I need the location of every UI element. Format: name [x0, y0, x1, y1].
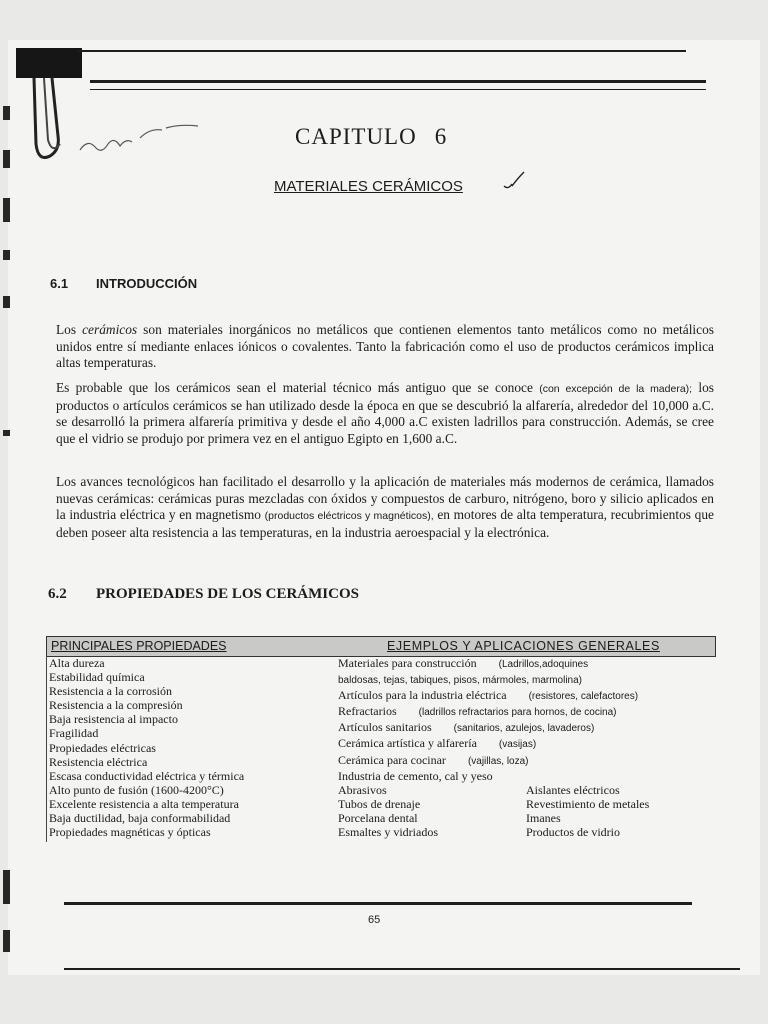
- example-item: [338, 720, 718, 736]
- header-rule-thick: [90, 80, 706, 83]
- examples-column: [338, 656, 718, 839]
- property-item: Excelente resistencia a alta temperatura: [49, 796, 239, 811]
- example-item: [338, 688, 718, 704]
- example-item: [338, 656, 718, 672]
- example-item: [338, 783, 718, 797]
- table-header-examples: EJEMPLOS Y APLICACIONES GENERALES: [387, 639, 660, 653]
- paragraph-text: en motores de alta temperatura, recubrimientos que deben poseer alta resistencia a las temperaturas, en la industria aeroespacial y la electrónica.: [56, 507, 714, 540]
- example-item: [338, 769, 718, 783]
- example-note: (sanitarios, azulejos, lavaderos): [453, 723, 595, 735]
- chapter-heading: [295, 124, 447, 150]
- example-secondary: Imanes: [526, 810, 561, 825]
- property-item: Alto punto de fusión (1600-4200°C): [49, 782, 224, 797]
- table-left-border: [46, 656, 47, 842]
- example-main: Tubos de drenaje: [338, 796, 421, 811]
- section-heading-intro: [50, 276, 197, 291]
- example-secondary: Productos de vidrio: [526, 825, 620, 840]
- footer-rule-thick: [64, 902, 692, 905]
- paragraph-text: son materiales inorgánicos no metálicos que contienen elementos tanto metálicos como no metálicos unidos entre sí mediante enlaces iónicos o covalentes. Tanto la fabricación como el uso de productos cerámicos implica altas temperaturas.: [56, 322, 714, 370]
- example-secondary: Aislantes eléctricos: [526, 782, 620, 797]
- section-title: INTRODUCCIÓN: [96, 276, 198, 291]
- paragraph-history: [56, 380, 714, 447]
- example-main: Refractarios: [338, 704, 397, 719]
- example-item: [338, 797, 718, 811]
- header-rule-thin: [90, 89, 706, 90]
- example-main: Esmaltes y vidriados: [338, 825, 438, 840]
- property-item: Baja ductilidad, baja conformabilidad: [49, 811, 231, 826]
- chapter-number: 6: [434, 124, 448, 149]
- paragraph-text: Es probable que los cerámicos sean el material técnico más antiguo que se conoce: [56, 380, 533, 395]
- property-item: Resistencia eléctrica: [49, 754, 148, 769]
- binding-marks: [0, 90, 14, 970]
- table-header: [46, 636, 716, 657]
- example-main: Cerámica para cocinar: [338, 752, 446, 767]
- paragraph-definition: [56, 322, 714, 372]
- property-item: Propiedades magnéticas y ópticas: [49, 825, 211, 840]
- emphasis-text: cerámicos: [82, 322, 138, 337]
- example-main: Abrasivos: [338, 782, 387, 797]
- chapter-word: CAPITULO: [295, 124, 417, 149]
- example-item: [338, 672, 718, 688]
- property-item: Resistencia a la compresión: [49, 698, 183, 713]
- example-note: (vasijas): [498, 739, 537, 751]
- property-item: Baja resistencia al impacto: [49, 712, 178, 727]
- example-note: (vajillas, loza): [467, 755, 529, 767]
- example-secondary: Revestimiento de metales: [526, 796, 650, 811]
- section-number: 6.2: [48, 586, 67, 602]
- paragraph-aside: (con excepción de la madera);: [539, 383, 693, 395]
- table-header-properties: PRINCIPALES PROPIEDADES: [51, 639, 227, 653]
- chapter-subtitle: MATERIALES CERÁMICOS: [274, 178, 463, 195]
- example-item: [338, 753, 718, 769]
- handwritten-note-scribble: [70, 118, 210, 158]
- handwritten-check-icon: [502, 170, 526, 192]
- property-item: Fragilidad: [49, 726, 99, 741]
- property-item: Estabilidad química: [49, 670, 145, 685]
- example-note: baldosas, tejas, tabiques, pisos, mármoles, marmolina): [338, 675, 582, 687]
- page-number: 65: [368, 914, 381, 926]
- example-main: Artículos para la industria eléctrica: [338, 688, 507, 703]
- footer-rule-bottom: [64, 968, 740, 970]
- property-item: Alta dureza: [49, 656, 105, 670]
- properties-table: [46, 636, 718, 842]
- paragraph-text: Los avances tecnológicos han facilitado el desarrollo y la aplicación de materiales más modernos de cerámica, llamados nuevas cerámicas: cerámicas puras mezcladas con óxidos y compuestos de carburo, nitrógeno, boro y silicio aplicados en la industria eléctrica y en magnetismo: [56, 474, 714, 522]
- example-main: Materiales para construcción: [338, 656, 477, 670]
- header-rule-top: [78, 50, 686, 52]
- example-main: Cerámica artística y alfarería: [338, 736, 477, 751]
- property-item: Escasa conductividad eléctrica y térmica: [49, 768, 245, 783]
- example-item: [338, 825, 718, 839]
- properties-column: [49, 656, 339, 839]
- section-number: 6.1: [50, 276, 69, 291]
- example-note: (resistores, calefactores): [528, 691, 639, 703]
- paragraph-new-ceramics: [56, 474, 714, 541]
- example-note: (ladrillos refractarios para hornos, de cocina): [418, 707, 617, 719]
- paragraph-aside: (productos eléctricos y magnéticos),: [264, 510, 434, 522]
- property-item: Resistencia a la corrosión: [49, 684, 172, 699]
- example-item: [338, 811, 718, 825]
- example-main: Artículos sanitarios: [338, 720, 432, 735]
- example-item: [338, 704, 718, 720]
- section-title: PROPIEDADES DE LOS CERÁMICOS: [96, 586, 359, 602]
- section-heading-properties: [48, 586, 359, 603]
- example-main: Industria de cemento, cal y yeso: [338, 768, 493, 783]
- property-item: Propiedades eléctricas: [49, 740, 156, 755]
- example-note: (Ladrillos,adoquines: [498, 659, 589, 670]
- paragraph-text: los productos o artículos cerámicos se han utilizado desde la época en que se descubrió la alfarería, alrededor del 10,000 a.C. se desarrolló la primera alfarería primitiva y desde el año 4,000 a.C existen ladrillos para construcción. Además, se cree que el vidrio se produjo por primera vez en el antiguo Egipto en 1,600 a.C.: [56, 380, 714, 446]
- paragraph-text: Los: [56, 322, 77, 337]
- example-item: [338, 736, 718, 752]
- example-main: Porcelana dental: [338, 810, 418, 825]
